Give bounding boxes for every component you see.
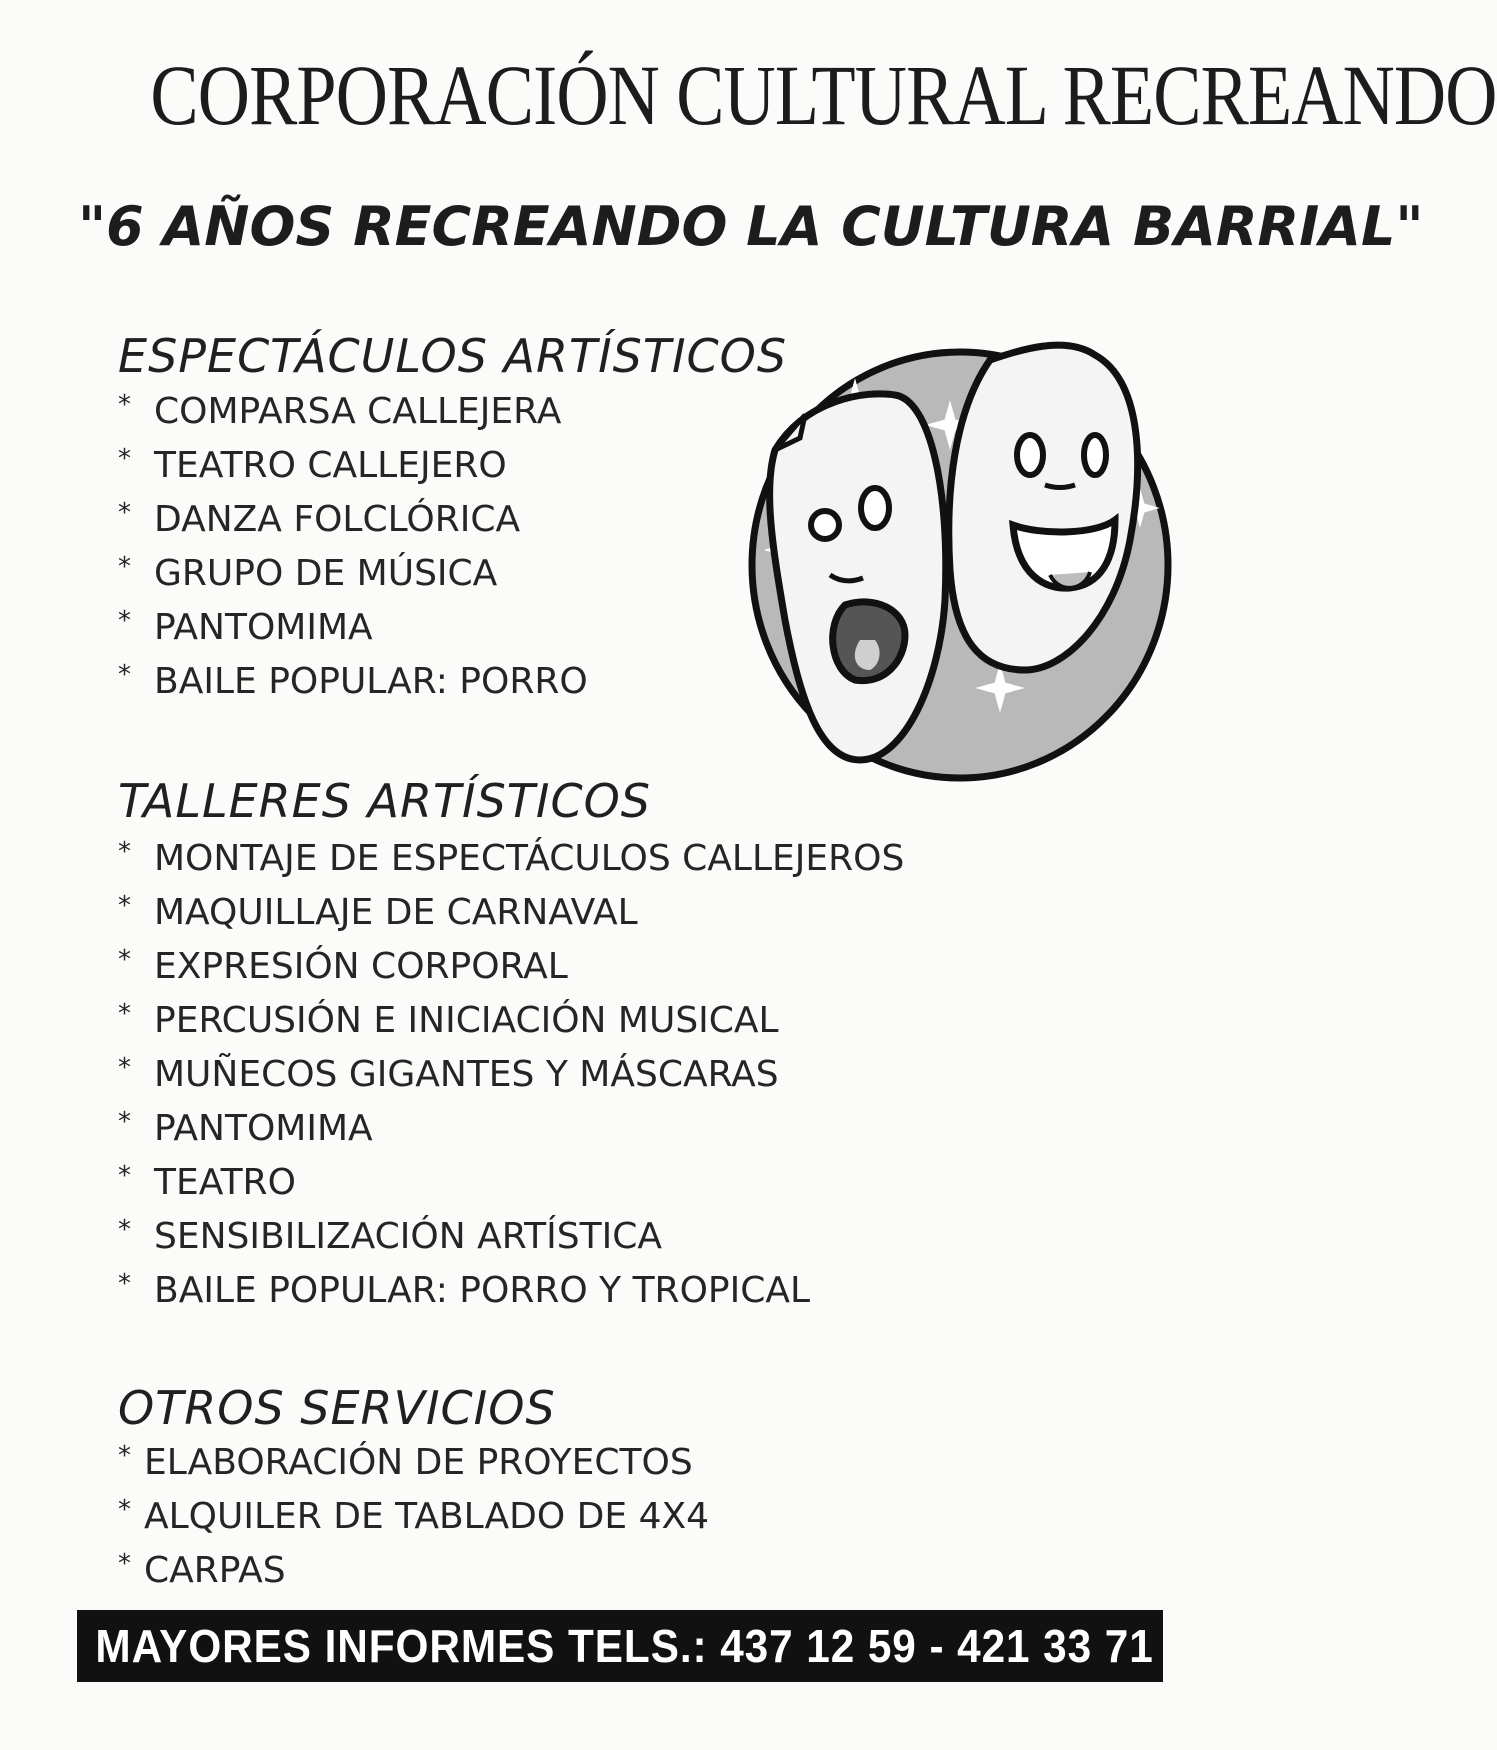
section-heading-otros: OTROS SERVICIOS [118, 1381, 556, 1435]
list-item: * MONTAJE DE ESPECTÁCULOS CALLEJEROS [118, 837, 905, 879]
list-item: * MUÑECOS GIGANTES Y MÁSCARAS [118, 1053, 779, 1095]
footer-text: MAYORES INFORMES TELS.: 437 12 59 - 421 33 71 [95, 1620, 1154, 1672]
list-item: * PANTOMIMA [118, 606, 373, 648]
theater-masks-icon [745, 340, 1180, 800]
list-item: * ALQUILER DE TABLADO DE 4X4 [118, 1495, 710, 1537]
list-item: * BAILE POPULAR: PORRO Y TROPICAL [118, 1269, 811, 1311]
slogan: "6 AÑOS RECREANDO LA CULTURA BARRIAL" [78, 195, 1424, 258]
page-title: CORPORACIÓN CULTURAL RECREANDO [150, 47, 1497, 143]
list-item: * ELABORACIÓN DE PROYECTOS [118, 1441, 693, 1483]
list-item: * TEATRO CALLEJERO [118, 444, 507, 486]
list-item: * DANZA FOLCLÓRICA [118, 498, 521, 540]
contact-footer [77, 1610, 1163, 1682]
list-item: * BAILE POPULAR: PORRO [118, 660, 588, 702]
list-item: * CARPAS [118, 1549, 286, 1591]
list-item: * PERCUSIÓN E INICIACIÓN MUSICAL [118, 999, 779, 1041]
section-heading-talleres: TALLERES ARTÍSTICOS [118, 774, 651, 828]
list-item: * EXPRESIÓN CORPORAL [118, 945, 568, 987]
sad-mask [770, 394, 946, 760]
list-item: * SENSIBILIZACIÓN ARTÍSTICA [118, 1215, 662, 1257]
list-item: * TEATRO [118, 1161, 296, 1203]
list-item: * MAQUILLAJE DE CARNAVAL [118, 891, 638, 933]
list-item: * PANTOMIMA [118, 1107, 373, 1149]
list-talleres [118, 832, 904, 1318]
list-otros [118, 1436, 709, 1598]
list-item: * GRUPO DE MÚSICA [118, 552, 498, 594]
section-heading-espectaculos: ESPECTÁCULOS ARTÍSTICOS [118, 329, 788, 383]
list-item: * COMPARSA CALLEJERA [118, 390, 562, 432]
list-espectaculos [118, 385, 588, 709]
